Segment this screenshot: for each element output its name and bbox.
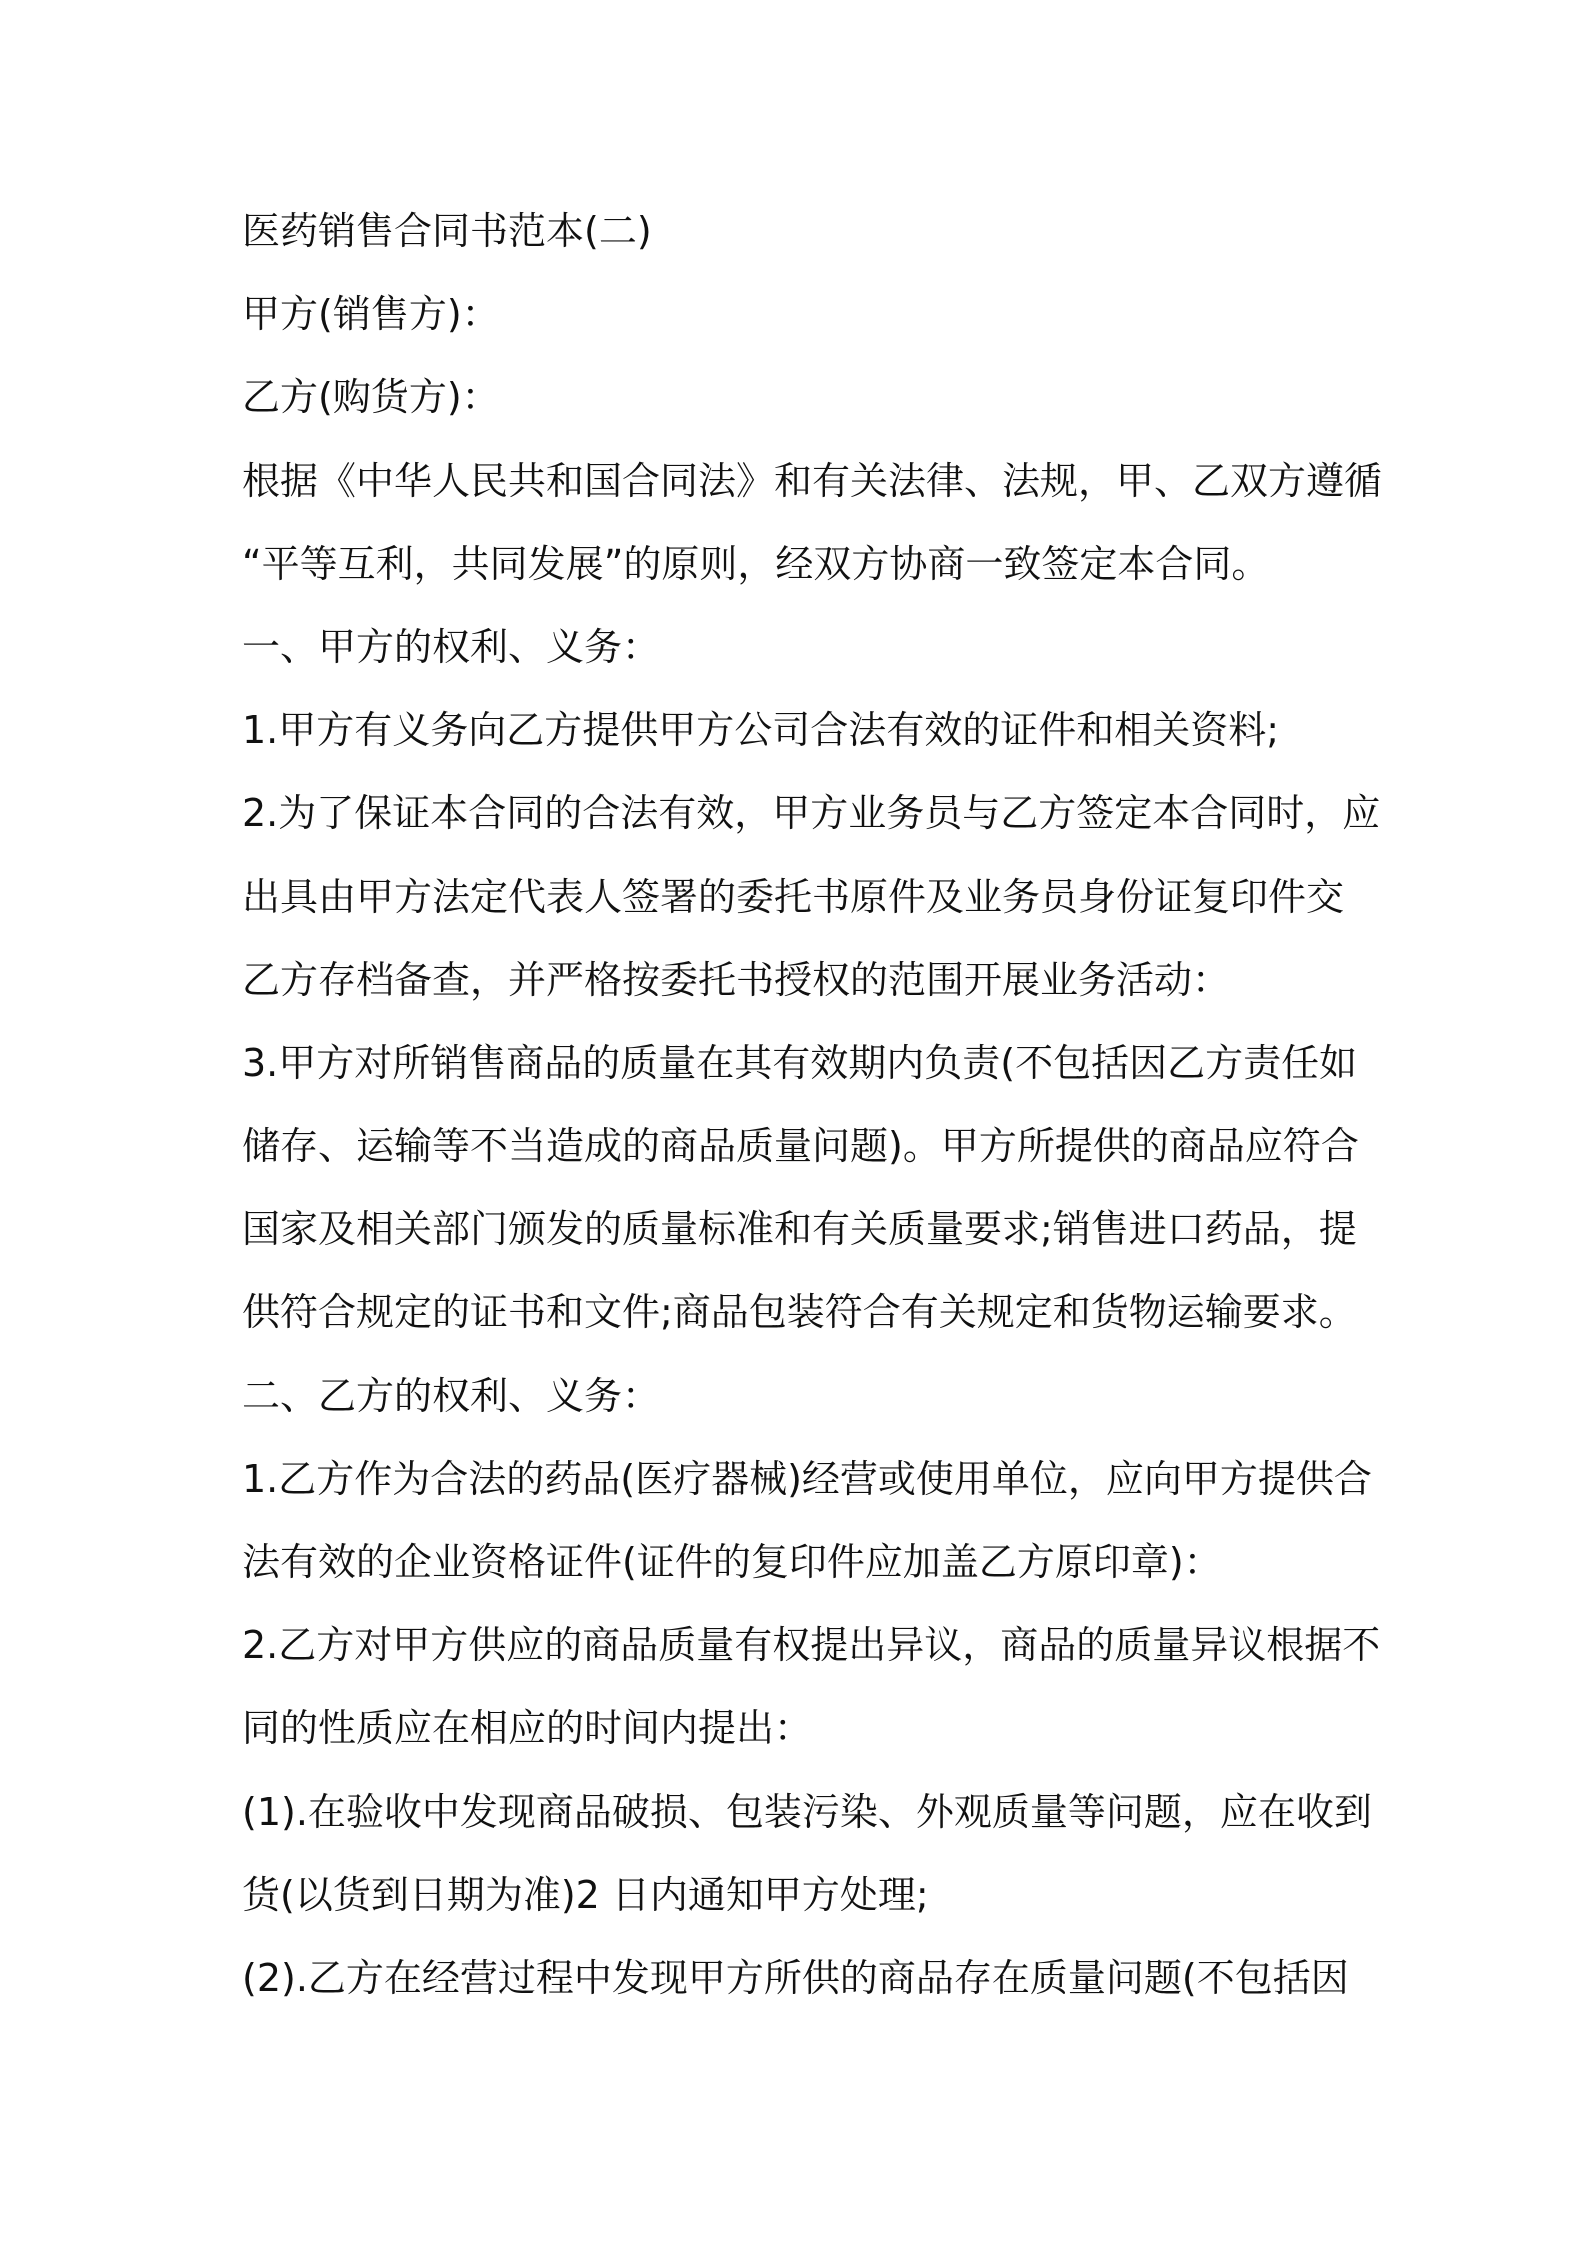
section-heading: 一、甲方的权利、义务：: [242, 624, 661, 669]
preamble-line: “平等互利，共同发展”的原则，经双方协商一致签定本合同。: [242, 541, 1270, 586]
clause-line: 2.乙方对甲方供应的商品质量有权提出异议，商品的质量异议根据不: [242, 1623, 1381, 1668]
clause-line: 供符合规定的证书和文件;商品包装符合有关规定和货物运输要求。: [242, 1290, 1357, 1335]
clause-line: 乙方存档备查，并严格按委托书授权的范围开展业务活动：: [242, 957, 1231, 1002]
clause-line: 2.为了保证本合同的合法有效，甲方业务员与乙方签定本合同时，应: [242, 791, 1381, 836]
clause-line: (2).乙方在经营过程中发现甲方所供的商品存在质量问题(不包括因: [242, 1955, 1349, 2000]
section-heading: 二、乙方的权利、义务：: [242, 1373, 661, 1418]
preamble-line: 根据《中华人民共和国合同法》和有关法律、法规，甲、乙双方遵循: [242, 458, 1383, 503]
clause-line: 国家及相关部门颁发的质量标准和有关质量要求;销售进口药品，提: [242, 1207, 1357, 1252]
clause-line: 1.甲方有义务向乙方提供甲方公司合法有效的证件和相关资料;: [242, 708, 1280, 753]
clause-line: 1.乙方作为合法的药品(医疗器械)经营或使用单位，应向甲方提供合: [242, 1456, 1372, 1501]
party-b-line: 乙方(购货方)：: [242, 375, 500, 420]
clause-line: 同的性质应在相应的时间内提出：: [242, 1706, 813, 1751]
clause-line: 储存、运输等不当造成的商品质量问题)。甲方所提供的商品应符合: [242, 1124, 1359, 1169]
document-body: [242, 190, 1383, 2020]
clause-line: (1).在验收中发现商品破损、包装污染、外观质量等问题，应在收到: [242, 1789, 1372, 1834]
document-title: 医药销售合同书范本(二): [242, 209, 652, 253]
clause-line: 出具由甲方法定代表人签署的委托书原件及业务员身份证复印件交: [242, 874, 1345, 919]
party-a-line: 甲方(销售方)：: [242, 292, 500, 337]
clause-line: 3.甲方对所销售商品的质量在其有效期内负责(不包括因乙方责任如: [242, 1040, 1358, 1085]
clause-line: 货(以货到日期为准)2 日内通知甲方处理;: [242, 1872, 929, 1917]
clause-line: 法有效的企业资格证件(证件的复印件应加盖乙方原印章)：: [242, 1540, 1222, 1584]
